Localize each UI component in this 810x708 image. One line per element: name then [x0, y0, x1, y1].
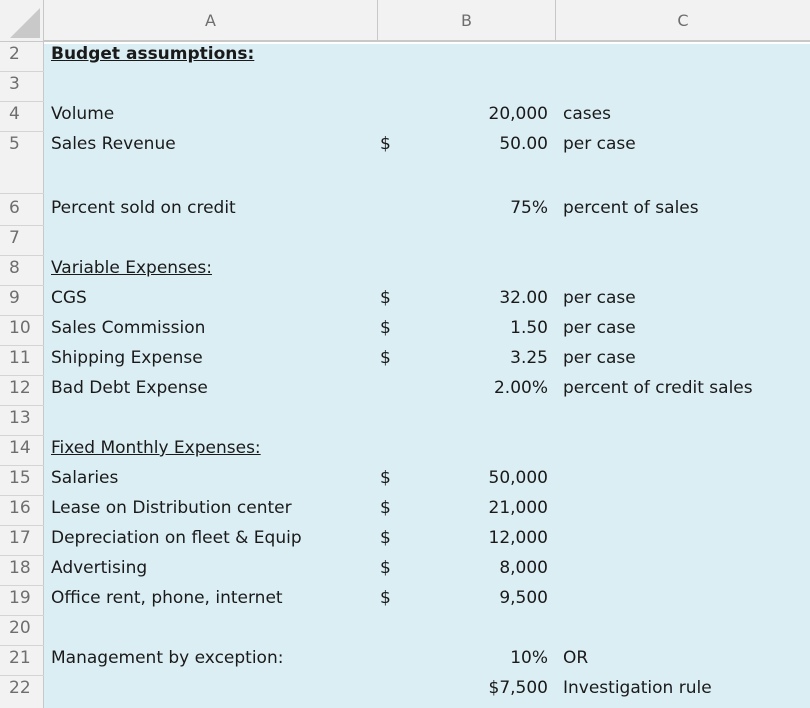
column-header-a[interactable]: [44, 0, 378, 42]
salaries-currency: $: [380, 468, 391, 488]
cgs-currency: $: [380, 288, 391, 308]
advertising-currency: $: [380, 558, 391, 578]
sales-revenue-unit[interactable]: per case: [563, 134, 636, 154]
depreciation-currency: $: [380, 528, 391, 548]
lease-value[interactable]: 21,000: [488, 498, 548, 518]
column-header-c[interactable]: [556, 0, 810, 42]
budget-title[interactable]: Budget assumptions:: [51, 44, 255, 64]
exception-or[interactable]: OR: [563, 648, 589, 668]
row-header-11[interactable]: 11: [9, 348, 31, 368]
salaries-value[interactable]: 50,000: [488, 468, 548, 488]
row-header-13[interactable]: 13: [9, 408, 31, 428]
row-header-19[interactable]: 19: [9, 588, 31, 608]
row-header-22[interactable]: 22: [9, 678, 31, 698]
sales-revenue-label[interactable]: Sales Revenue: [51, 134, 176, 154]
commission-value[interactable]: 1.50: [510, 318, 548, 338]
credit-label[interactable]: Percent sold on credit: [51, 198, 236, 218]
row-header-3[interactable]: 3: [9, 74, 20, 94]
row-header-16[interactable]: 16: [9, 498, 31, 518]
advertising-value[interactable]: 8,000: [499, 558, 548, 578]
column-b-label: B: [461, 11, 472, 30]
variable-expenses-heading[interactable]: Variable Expenses:: [51, 258, 212, 278]
advertising-label[interactable]: Advertising: [51, 558, 148, 578]
lease-currency: $: [380, 498, 391, 518]
shipping-unit[interactable]: per case: [563, 348, 636, 368]
commission-currency: $: [380, 318, 391, 338]
volume-value[interactable]: 20,000: [488, 104, 548, 124]
sales-revenue-value[interactable]: 50.00: [499, 134, 548, 154]
credit-unit[interactable]: percent of sales: [563, 198, 699, 218]
office-label[interactable]: Office rent, phone, internet: [51, 588, 283, 608]
cgs-unit[interactable]: per case: [563, 288, 636, 308]
volume-label[interactable]: Volume: [51, 104, 115, 124]
row-header-9[interactable]: 9: [9, 288, 20, 308]
column-c-label: C: [677, 11, 689, 30]
select-all-corner[interactable]: [0, 0, 44, 42]
shipping-value[interactable]: 3.25: [510, 348, 548, 368]
sales-revenue-currency: $: [380, 134, 391, 154]
row-header-7[interactable]: 7: [9, 228, 20, 248]
row-header-12[interactable]: 12: [9, 378, 31, 398]
bad-debt-value[interactable]: 2.00%: [493, 378, 548, 398]
row-header-6[interactable]: 6: [9, 198, 20, 218]
column-header-b[interactable]: [378, 0, 556, 42]
row-header-17[interactable]: 17: [9, 528, 31, 548]
salaries-label[interactable]: Salaries: [51, 468, 119, 488]
column-a-label: A: [205, 11, 216, 30]
office-currency: $: [380, 588, 391, 608]
exception-percent[interactable]: 10%: [510, 648, 548, 668]
row-header-20[interactable]: 20: [9, 618, 31, 638]
cgs-label[interactable]: CGS: [51, 288, 87, 308]
depreciation-value[interactable]: 12,000: [488, 528, 548, 548]
select-all-triangle-icon: [0, 0, 44, 42]
shipping-currency: $: [380, 348, 391, 368]
row-header-15[interactable]: 15: [9, 468, 31, 488]
shipping-label[interactable]: Shipping Expense: [51, 348, 203, 368]
exception-amount[interactable]: $7,500: [488, 678, 548, 698]
row-header-2[interactable]: 2: [9, 44, 20, 64]
fixed-expenses-heading[interactable]: Fixed Monthly Expenses:: [51, 438, 261, 458]
row-header-14[interactable]: 14: [9, 438, 31, 458]
commission-label[interactable]: Sales Commission: [51, 318, 206, 338]
bad-debt-unit[interactable]: percent of credit sales: [563, 378, 753, 398]
depreciation-label[interactable]: Depreciation on fleet & Equip: [51, 528, 302, 548]
bad-debt-label[interactable]: Bad Debt Expense: [51, 378, 208, 398]
row-header-4[interactable]: 4: [9, 104, 20, 124]
row-header-8[interactable]: 8: [9, 258, 20, 278]
commission-unit[interactable]: per case: [563, 318, 636, 338]
lease-label[interactable]: Lease on Distribution center: [51, 498, 292, 518]
cgs-value[interactable]: 32.00: [499, 288, 548, 308]
investigation-rule[interactable]: Investigation rule: [563, 678, 712, 698]
row-header-21[interactable]: 21: [9, 648, 31, 668]
credit-value[interactable]: 75%: [510, 198, 548, 218]
row-header-18[interactable]: 18: [9, 558, 31, 578]
exception-label[interactable]: Management by exception:: [51, 648, 284, 668]
volume-unit[interactable]: cases: [563, 104, 611, 124]
row-header-5[interactable]: 5: [9, 134, 20, 154]
office-value[interactable]: 9,500: [499, 588, 548, 608]
row-header-10[interactable]: 10: [9, 318, 31, 338]
